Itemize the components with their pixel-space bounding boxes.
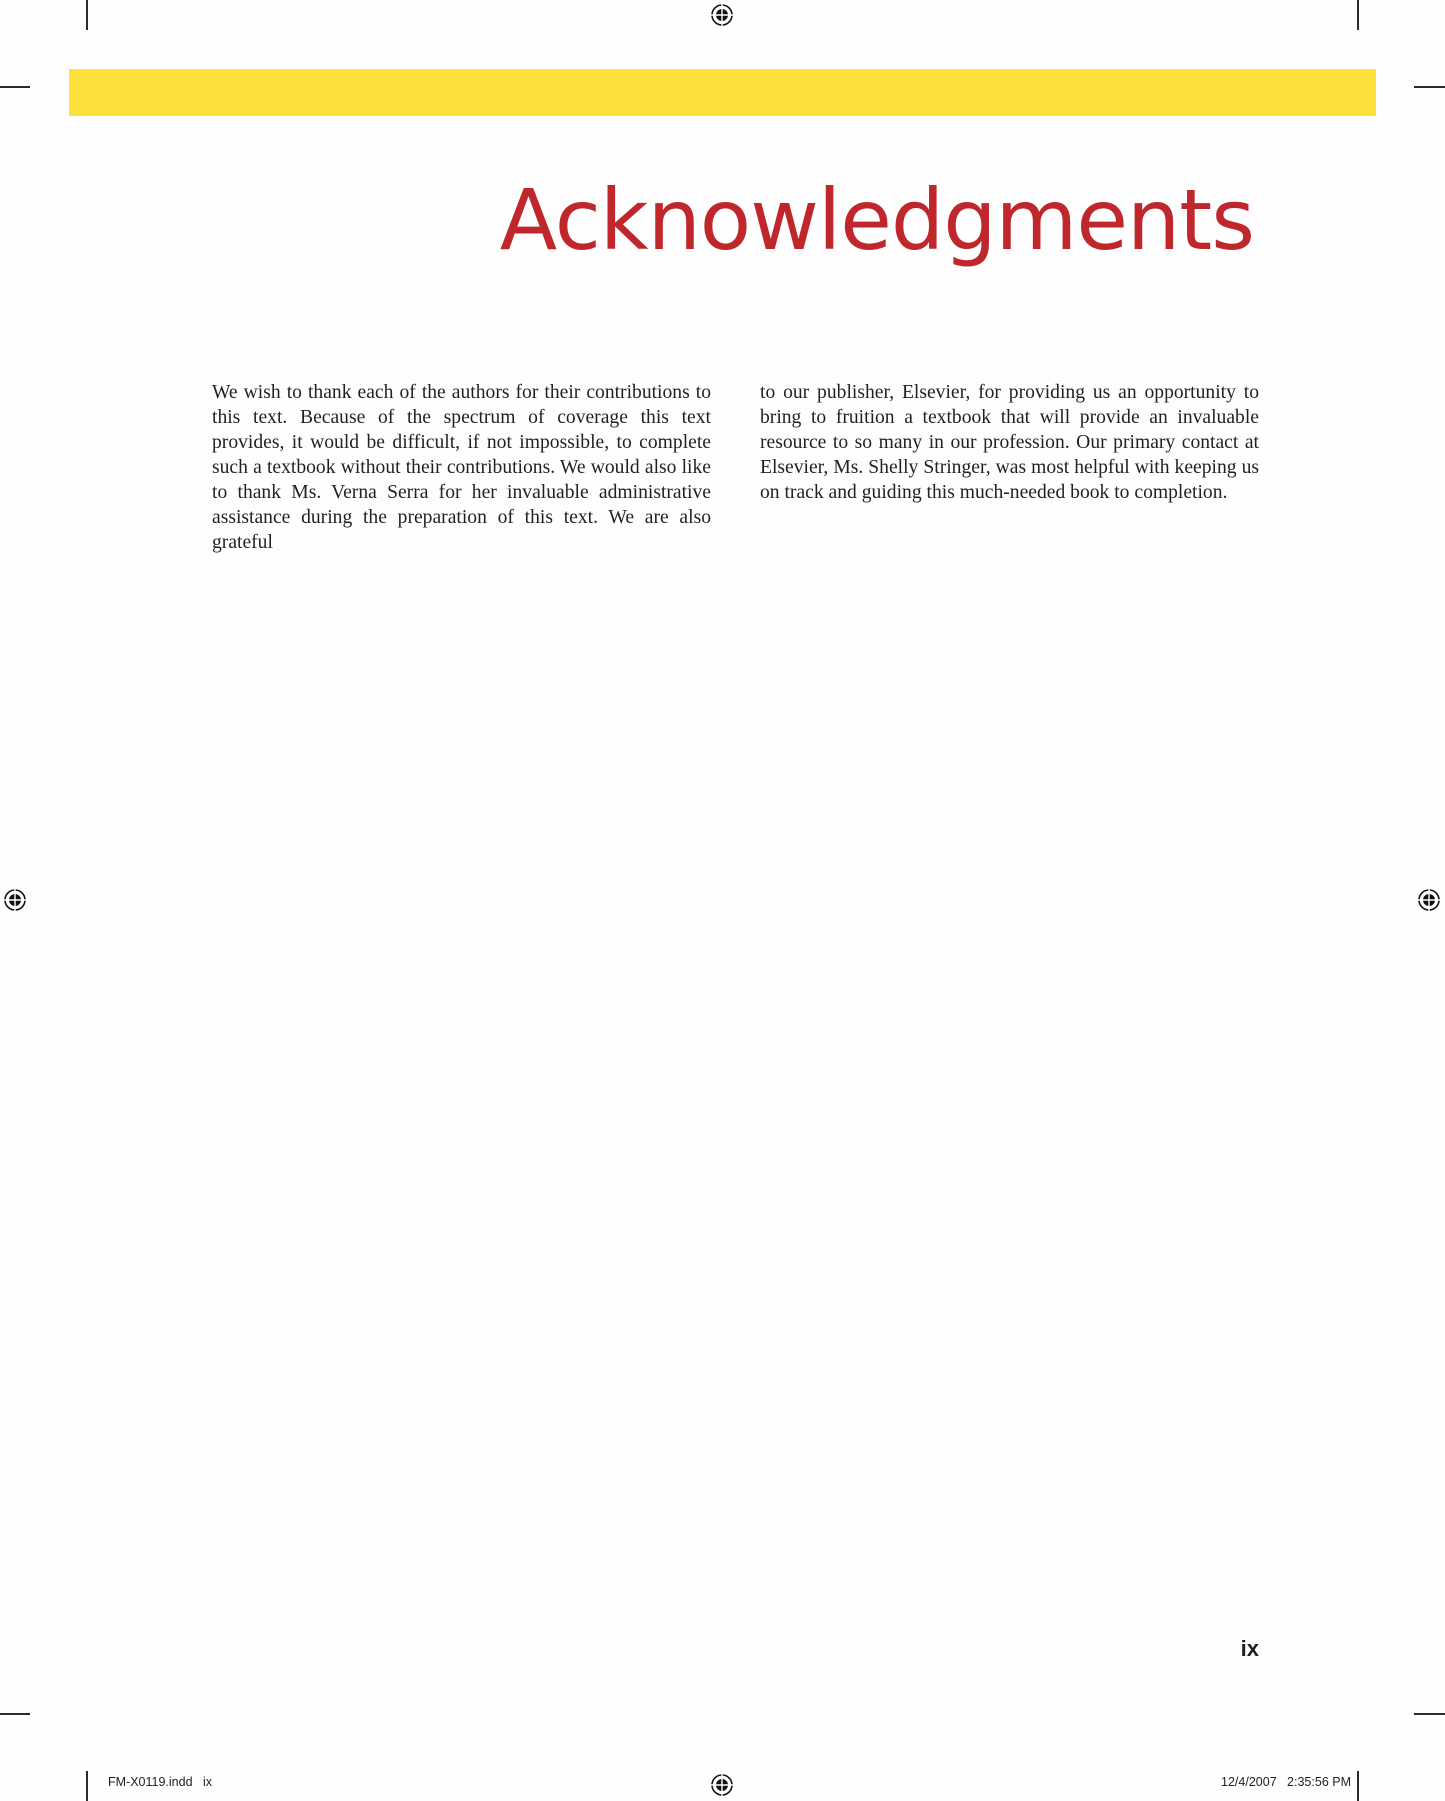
body-column-left: We wish to thank each of the authors for their contributions to this text. Because of the spectrum of coverage this text provides, it would be difficult, if not impossible, to complete such a textbook without their contributions. We would also like to thank Ms. Verna Serra for her invaluable administrative assistance during the preparation of this text. We are also grateful [212, 382, 711, 553]
crop-mark-bottom-left-v [86, 1771, 88, 1801]
crop-mark-bottom-right-h [1414, 1713, 1445, 1715]
crop-mark-top-right-v [1357, 0, 1359, 30]
crop-mark-top-left-h [0, 86, 30, 88]
crop-mark-top-left-v [86, 0, 88, 30]
registration-mark-icon [3, 888, 27, 912]
registration-mark-icon [1417, 888, 1441, 912]
registration-mark-icon [710, 3, 734, 27]
body-column-right: to our publisher, Elsevier, for providing us an opportunity to bring to fruition a textbook that will provide an invaluable resource to so many in our profession. Our primary contact at Elsevier, Ms. Shelly Stringer, was most helpful with keeping us on track and guiding this much-needed book to completion. [760, 382, 1259, 503]
crop-mark-bottom-right-v [1357, 1771, 1359, 1801]
header-color-band [69, 69, 1376, 116]
page-number: ix [1240, 1636, 1259, 1661]
crop-mark-bottom-left-h [0, 1713, 30, 1715]
slug-timestamp: 12/4/2007 2:35:56 PM [1221, 1775, 1351, 1789]
slug-file-name: FM-X0119.indd ix [108, 1775, 212, 1789]
registration-mark-icon [710, 1773, 734, 1797]
page-title: Acknowledgments [499, 171, 1254, 269]
crop-mark-top-right-h [1414, 86, 1445, 88]
